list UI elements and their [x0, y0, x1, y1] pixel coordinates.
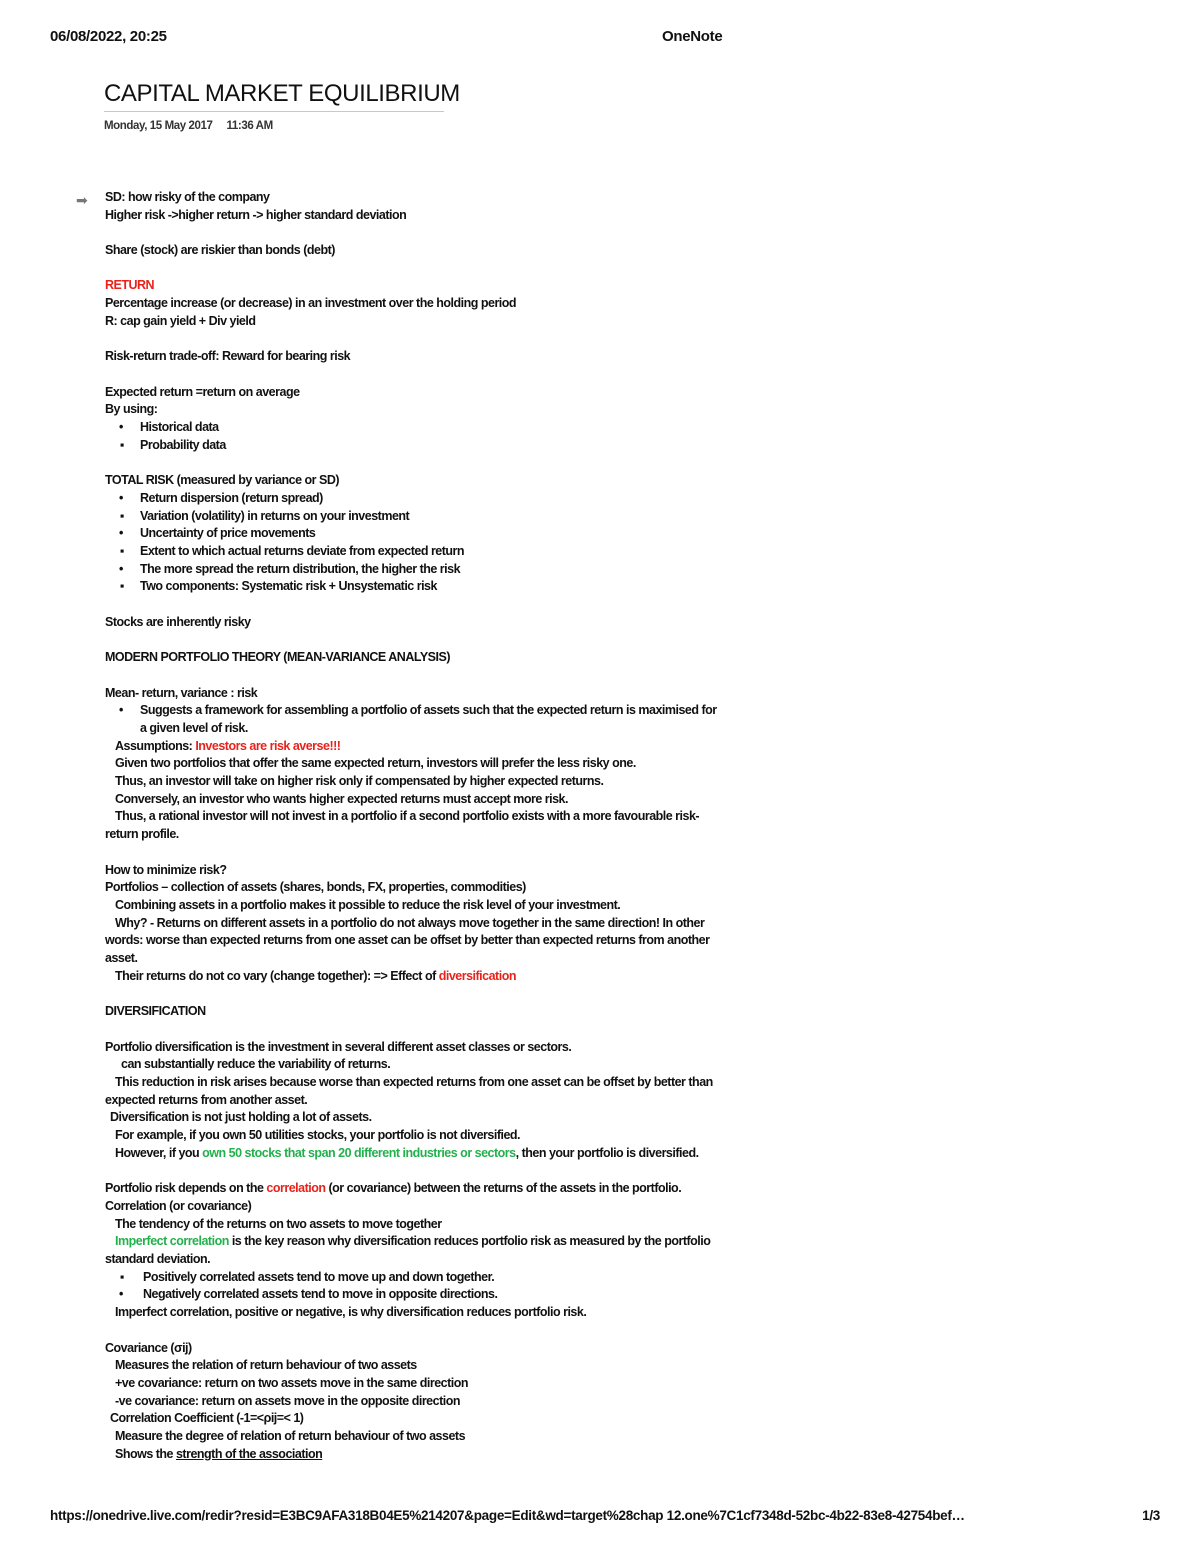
text-span: is the key reason why diversification reduces portfolio risk as measured by the portfolio standard deviation.: [105, 1234, 711, 1266]
note-line: Higher risk ->higher return -> higher standard deviation: [105, 207, 407, 222]
text-span: (or covariance) between the returns of the assets in the portfolio.: [325, 1181, 682, 1196]
list-item: • Suggests a framework for assembling a portfolio of assets such that the expected return is maximised for a given level of risk.: [105, 702, 725, 737]
page-date: [104, 120, 287, 132]
text-span: Portfolio risk depends on the: [105, 1181, 267, 1196]
note-line: SD: how risky of the company: [105, 190, 270, 204]
print-datetime: 06/08/2022, 20:25: [50, 28, 167, 45]
list-item: ▪ Variation (volatility) in returns on your investment: [105, 508, 725, 526]
note-line: By using:: [105, 402, 158, 417]
note-line: Share (stock) are riskier than bonds (debt): [105, 243, 335, 258]
note-line: Measure the degree of relation of return behaviour of two assets: [115, 1429, 466, 1444]
note-line: Imperfect correlation, positive or negative, is why diversification reduces portfolio risk.: [115, 1305, 587, 1320]
arrow-right-icon: ➡: [76, 192, 88, 208]
note-line: This reduction in risk arises because worse than expected returns from one asset can be offset by better than expected returns from another asset.: [105, 1074, 713, 1107]
note-line: Correlation (or covariance): [105, 1198, 252, 1213]
note-line: [105, 1233, 725, 1268]
time-text: 11:36 AM: [226, 120, 273, 132]
note-line: Risk-return trade-off: Reward for bearing risk: [105, 349, 351, 364]
note-line: Conversely, an investor who wants higher expected returns must accept more risk.: [115, 791, 568, 806]
note-line: [105, 1446, 725, 1464]
footer-page-number: 1/3: [1142, 1508, 1160, 1523]
highlight-imperfect-correlation: Imperfect correlation: [115, 1234, 229, 1249]
highlight-diversification: diversification: [438, 968, 516, 983]
note-line: [105, 968, 725, 986]
list-item: ▪ Probability data: [105, 437, 725, 455]
date-text: Monday, 15 May 2017: [104, 120, 213, 132]
list-item: ▪ Positively correlated assets tend to move up and down together.: [105, 1269, 725, 1287]
note-line: How to minimize risk?: [105, 862, 227, 877]
note-line: Why? - Returns on different assets in a portfolio do not always move together in the same direction! In other words: worse than expected returns from one asset can be offset by better than expected returns from another asset.: [105, 915, 710, 966]
note-line: For example, if you own 50 utilities stocks, your portfolio is not diversified.: [115, 1128, 521, 1143]
text-span: , then your portfolio is diversified.: [515, 1145, 699, 1160]
page-title: CAPITAL MARKET EQUILIBRIUM: [104, 80, 444, 112]
list-item: • Historical data: [105, 419, 725, 437]
highlight-correlation: correlation: [266, 1181, 326, 1196]
section-heading-total-risk: TOTAL RISK (measured by variance or SD): [105, 473, 340, 488]
note-line: Measures the relation of return behaviour of two assets: [115, 1358, 417, 1373]
bullet-list: [105, 702, 725, 737]
note-line: [105, 738, 725, 756]
note-line: Diversification is not just holding a lot of assets.: [110, 1110, 372, 1125]
list-item: • The more spread the return distribution, the higher the risk: [105, 561, 725, 579]
footer-url: https://onedrive.live.com/redir?resid=E3BC9AFA318B04E5%214207&page=Edit&wd=target%28chap 12.one%7C1cf7348d-52bc-4b22-83e8-42754bef…: [50, 1508, 965, 1523]
note-line: Thus, an investor will take on higher risk only if compensated by higher expected returns.: [115, 774, 604, 789]
list-item: ▪ Two components: Systematic risk + Unsystematic risk: [105, 578, 725, 596]
list-item: ▪ Extent to which actual returns deviate from expected return: [105, 543, 725, 561]
section-heading-return: RETURN: [105, 278, 155, 293]
list-item: • Uncertainty of price movements: [105, 525, 725, 543]
note-line: Combining assets in a portfolio makes it possible to reduce the risk level of your investment.: [115, 897, 621, 912]
note-line: Covariance (σij): [105, 1340, 192, 1355]
assumptions-highlight: Investors are risk averse!!!: [195, 738, 341, 753]
list-item: • Return dispersion (return spread): [105, 490, 725, 508]
bullet-list: [105, 1269, 725, 1304]
text-span: Shows the: [115, 1446, 176, 1461]
note-line: Given two portfolios that offer the same expected return, investors will prefer the less risky one.: [115, 756, 636, 771]
note-line: The tendency of the returns on two assets to move together: [115, 1216, 442, 1231]
section-heading-mpt: MODERN PORTFOLIO THEORY (MEAN-VARIANCE ANALYSIS): [105, 650, 450, 665]
section-heading-diversification: DIVERSIFICATION: [105, 1004, 206, 1019]
print-footer: [50, 1508, 1160, 1523]
bullet-list: [105, 419, 725, 454]
note-line: Expected return =return on average: [105, 384, 300, 399]
note-line: [105, 1145, 725, 1163]
note-line: Stocks are inherently risky: [105, 614, 251, 629]
note-line: +ve covariance: return on two assets move in the same direction: [115, 1375, 469, 1390]
note-line: -ve covariance: return on assets move in the opposite direction: [115, 1393, 460, 1408]
note-line: Mean- return, variance : risk: [105, 685, 258, 700]
note-line: R: cap gain yield + Div yield: [105, 313, 256, 328]
note-line: [105, 1180, 725, 1198]
underlined-span: strength of the association: [175, 1446, 323, 1461]
note-line: Thus, a rational investor will not invest in a portfolio if a second portfolio exists with a more favourable risk-return profile.: [105, 809, 700, 842]
note-body: [105, 189, 725, 1463]
note-line: Correlation Coefficient (-1=<ρij=< 1): [110, 1411, 304, 1426]
list-item: • Negatively correlated assets tend to move in opposite directions.: [105, 1286, 725, 1304]
note-line: Portfolios – collection of assets (shares, bonds, FX, properties, commodities): [105, 880, 526, 895]
note-line: Percentage increase (or decrease) in an investment over the holding period: [105, 296, 517, 311]
text-span: Their returns do not co vary (change together): => Effect of: [115, 968, 439, 983]
note-line: can substantially reduce the variability of returns.: [121, 1057, 391, 1072]
highlight-span: own 50 stocks that span 20 different industries or sectors: [202, 1145, 516, 1160]
assumptions-label: Assumptions:: [115, 738, 196, 753]
bullet-list: [105, 490, 725, 596]
app-name: OneNote: [662, 28, 723, 45]
note-line: Portfolio diversification is the investment in several different asset classes or sectors.: [105, 1039, 572, 1054]
text-span: However, if you: [115, 1145, 203, 1160]
